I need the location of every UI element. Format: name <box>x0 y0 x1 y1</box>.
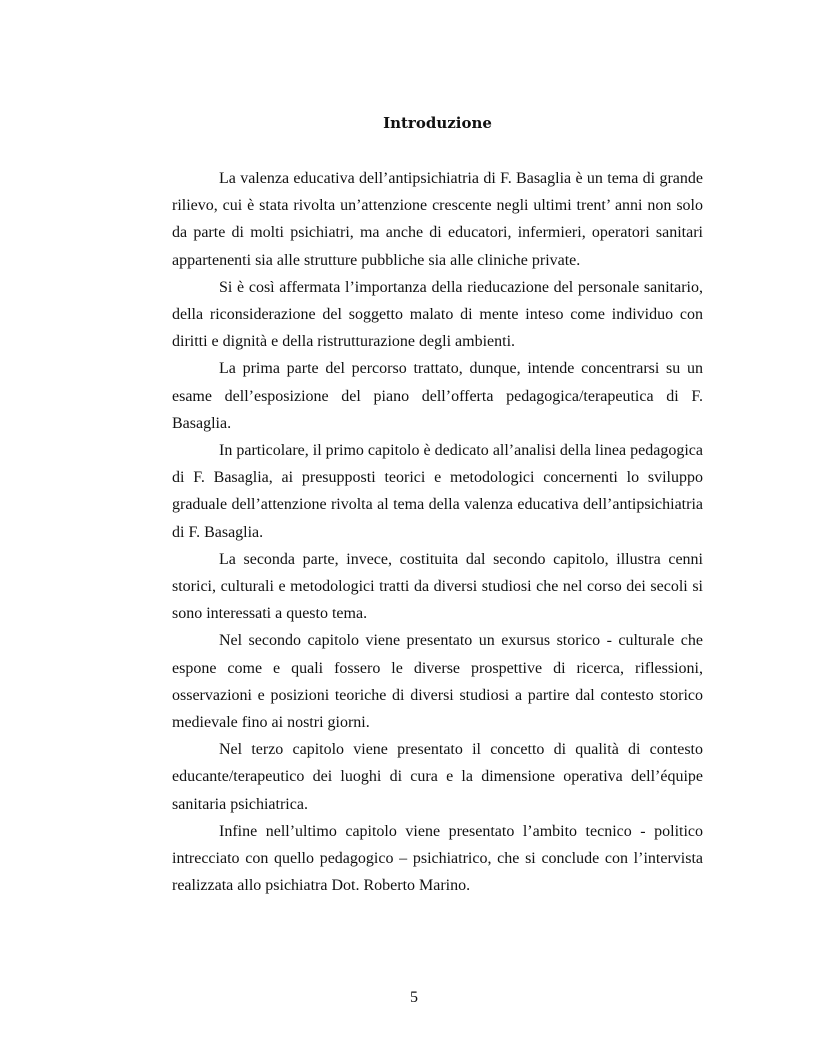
paragraph-4: In particolare, il primo capitolo è dedicato all’analisi della linea pedagogica di F. Basaglia, ai presupposti teorici e metodologici concernenti lo sviluppo graduale dell’attenzione rivolta al tema della valenza educativa dell’antipsichiatria di F. Basaglia. <box>172 442 703 541</box>
paragraph-5: La seconda parte, invece, costituita dal secondo capitolo, illustra cenni storici, culturali e metodologici tratti da diversi studiosi che nel corso dei secoli si sono interessati a questo tema. <box>172 550 703 623</box>
paragraph-3: La prima parte del percorso trattato, dunque, intende concentrarsi su un esame dell’esposizione del piano dell’offerta pedagogica/terapeutica di F. Basaglia. <box>172 360 703 432</box>
page-title: Introduzione <box>383 114 492 132</box>
paragraph-2: Si è così affermata l’importanza della rieducazione del personale sanitario, della riconsiderazione del soggetto malato di mente inteso come individuo con diritti e dignità e della ristrutturazione degli ambienti. <box>172 278 703 351</box>
paragraph-1: La valenza educativa dell’antipsichiatria di F. Basaglia è un tema di grande rilievo, cui è stata rivolta un’attenzione crescente negli ultimi trent’ anni non solo da parte di molti psichiatri, ma anche di educatori, infermieri, operatori sanitari appartenenti sia alle strutture pubbliche sia alle cliniche private. <box>172 170 703 269</box>
body-text <box>172 165 703 899</box>
paragraph-8: Infine nell’ultimo capitolo viene presentato l’ambito tecnico - politico intrecciato con quello pedagogico – psichiatrico, che si conclude con l’intervista realizzata allo psichiatra Dot. Roberto Marino. <box>172 822 703 895</box>
page-number: 5 <box>410 989 418 1006</box>
paragraph-6: Nel secondo capitolo viene presentato un exursus storico - culturale che espone come e quali fossero le diverse prospettive di ricerca, riflessioni, osservazioni e posizioni teoriche di diversi studiosi a partire dal contesto storico medievale fino ai nostri giorni. <box>172 632 703 732</box>
paragraph-7: Nel terzo capitolo viene presentato il concetto di qualità di contesto educante/terapeutico dei luoghi di cura e la dimensione operativa dell’équipe sanitaria psichiatrica. <box>172 741 703 813</box>
